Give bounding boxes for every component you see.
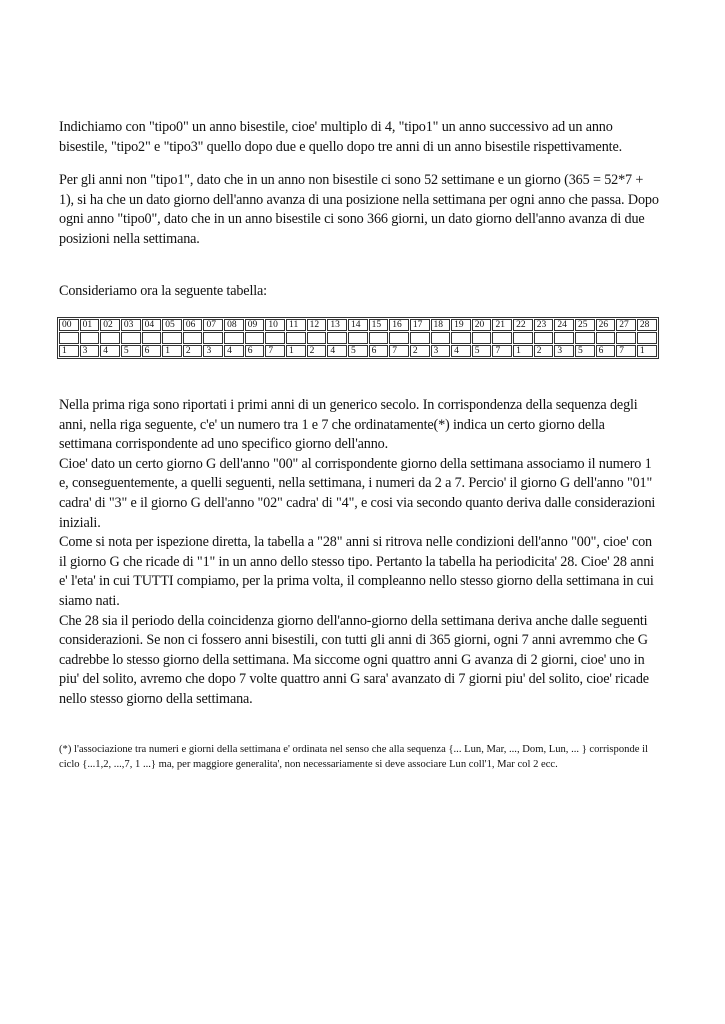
footnote: (*) l'associazione tra numeri e giorni della settimana e' ordinata nel senso che alla sequenza {... Lun, Mar, ..., Dom, Lun, ... } corrisponde il ciclo {...1,2, ...,7, 1 ...} ma, per maggiore generalita', non necessariamente si deve associare Lun coll'1, Mar col 2 ecc. xyxy=(59,744,648,770)
table-cell-blank xyxy=(100,332,120,344)
table-cell-blank xyxy=(596,332,616,344)
table-row-blank xyxy=(59,332,657,344)
table-cell-year: 12 xyxy=(307,319,327,331)
table-cell-year: 03 xyxy=(121,319,141,331)
table-cell-day: 3 xyxy=(80,345,100,357)
table-cell-day: 4 xyxy=(327,345,347,357)
table-row-years xyxy=(59,319,657,331)
table-cell-year: 25 xyxy=(575,319,595,331)
table-cell-day: 4 xyxy=(224,345,244,357)
table-cell-year: 11 xyxy=(286,319,306,331)
table-cell-day: 2 xyxy=(410,345,430,357)
table-cell-day: 5 xyxy=(575,345,595,357)
table-cell-blank xyxy=(183,332,203,344)
table-cell-blank xyxy=(451,332,471,344)
table-cell-blank xyxy=(162,332,182,344)
table-cell-year: 21 xyxy=(492,319,512,331)
table-cell-year: 00 xyxy=(59,319,79,331)
year-day-table xyxy=(57,317,659,359)
table-cell-blank xyxy=(513,332,533,344)
table-cell-blank xyxy=(265,332,285,344)
table-cell-year: 09 xyxy=(245,319,265,331)
table-cell-blank xyxy=(431,332,451,344)
table-cell-day: 7 xyxy=(492,345,512,357)
table-cell-year: 17 xyxy=(410,319,430,331)
table-cell-blank xyxy=(637,332,657,344)
table-cell-blank xyxy=(410,332,430,344)
table-cell-year: 14 xyxy=(348,319,368,331)
table-cell-year: 22 xyxy=(513,319,533,331)
table-cell-year: 27 xyxy=(616,319,636,331)
table-cell-year: 06 xyxy=(183,319,203,331)
table-cell-day: 7 xyxy=(265,345,285,357)
table-cell-blank xyxy=(575,332,595,344)
year-day-table-wrapper xyxy=(57,317,659,359)
table-cell-year: 05 xyxy=(162,319,182,331)
table-cell-year: 15 xyxy=(369,319,389,331)
table-cell-day: 6 xyxy=(245,345,265,357)
table-cell-day: 2 xyxy=(183,345,203,357)
table-cell-year: 20 xyxy=(472,319,492,331)
table-cell-year: 23 xyxy=(534,319,554,331)
table-cell-day: 1 xyxy=(513,345,533,357)
table-cell-blank xyxy=(59,332,79,344)
table-row-days xyxy=(59,345,657,357)
table-cell-blank xyxy=(121,332,141,344)
table-cell-day: 5 xyxy=(472,345,492,357)
table-cell-year: 08 xyxy=(224,319,244,331)
table-cell-year: 24 xyxy=(554,319,574,331)
table-cell-blank xyxy=(286,332,306,344)
table-cell-day: 6 xyxy=(596,345,616,357)
paragraph-body: Nella prima riga sono riportati i primi anni di un generico secolo. In corrispondenza della sequenza degli anni, nella riga seguente, c'e' un numero tra 1 e 7 che ordinatamente(*) indica un certo giorno della settimana corrispondente ad uno specifico giorno dell'anno. Cioe' dato un certo giorno G dell'anno "00" al corrispondente giorno della settimana associamo il numero 1 e, conseguentemente, a quelli seguenti, nella settimana, i numeri da 2 a 7. Percio' il giorno G dell'anno "01" cadra' di "3" e il giorno G dell'anno "02" cadra' di "4", e cosi via secondo quanto deriva dalle considerazioni iniziali. Come si nota per ispezione diretta, la tabella a "28" anni si ritrova nelle condizioni dell'anno "00", cioe' con il giorno G che ricade di "1" in un anno dello stesso tipo. Pertanto la tabella ha periodicita' 28. Cioe' 28 anni e' l'eta' in cui TUTTI compiamo, per la prima volta, il compleanno nello stesso giorno della settimana in cui siamo nati. Che 28 sia il periodo della coincidenza giorno dell'anno-giorno della settimana deriva anche dalle seguenti considerazioni. Se non ci fossero anni bisestili, con tutti gli anni di 365 giorni, ogni 7 anni avremmo che G cadrebbe lo stesso giorno della settimana. Ma siccome ogni quattro anni G avanza di 2 giorni, cioe' uno in piu' del solito, avremo che dopo 7 volte quattro anni G sara' avanzato di 7 giorni piu' del solito, cioe' ricade nello stesso giorno della settimana. xyxy=(59,397,656,707)
table-cell-year: 10 xyxy=(265,319,285,331)
table-cell-blank xyxy=(554,332,574,344)
table-cell-blank xyxy=(142,332,162,344)
table-cell-blank xyxy=(224,332,244,344)
table-cell-year: 19 xyxy=(451,319,471,331)
table-cell-blank xyxy=(348,332,368,344)
table-cell-day: 4 xyxy=(100,345,120,357)
table-cell-day: 3 xyxy=(431,345,451,357)
table-cell-day: 7 xyxy=(389,345,409,357)
paragraph-consider: Consideriamo ora la seguente tabella: xyxy=(59,283,267,299)
table-cell-blank xyxy=(472,332,492,344)
table-cell-blank xyxy=(245,332,265,344)
table-cell-day: 6 xyxy=(142,345,162,357)
table-cell-year: 13 xyxy=(327,319,347,331)
table-cell-day: 1 xyxy=(162,345,182,357)
table-cell-blank xyxy=(616,332,636,344)
table-cell-year: 02 xyxy=(100,319,120,331)
table-cell-blank xyxy=(203,332,223,344)
paragraph-intro: Indichiamo con "tipo0" un anno bisestile, cioe' multiplo di 4, "tipo1" un anno successivo ad un anno bisestile, "tipo2" e "tipo3" quello dopo due e quello dopo tre anni di un anno bisestile rispettivamente. xyxy=(59,119,622,155)
table-cell-blank xyxy=(80,332,100,344)
table-cell-year: 04 xyxy=(142,319,162,331)
table-cell-year: 07 xyxy=(203,319,223,331)
table-cell-day: 1 xyxy=(286,345,306,357)
table-cell-year: 18 xyxy=(431,319,451,331)
table-cell-day: 2 xyxy=(534,345,554,357)
table-cell-day: 4 xyxy=(451,345,471,357)
table-cell-year: 26 xyxy=(596,319,616,331)
table-cell-day: 5 xyxy=(348,345,368,357)
table-cell-blank xyxy=(389,332,409,344)
table-cell-day: 3 xyxy=(554,345,574,357)
table-cell-blank xyxy=(534,332,554,344)
table-cell-day: 1 xyxy=(637,345,657,357)
table-cell-day: 6 xyxy=(369,345,389,357)
table-cell-year: 01 xyxy=(80,319,100,331)
table-cell-blank xyxy=(369,332,389,344)
table-cell-day: 1 xyxy=(59,345,79,357)
table-cell-blank xyxy=(492,332,512,344)
table-cell-day: 2 xyxy=(307,345,327,357)
table-cell-day: 3 xyxy=(203,345,223,357)
table-cell-year: 28 xyxy=(637,319,657,331)
table-cell-day: 5 xyxy=(121,345,141,357)
table-cell-year: 16 xyxy=(389,319,409,331)
table-cell-blank xyxy=(327,332,347,344)
table-cell-blank xyxy=(307,332,327,344)
paragraph-tipo1: Per gli anni non "tipo1", dato che in un anno non bisestile ci sono 52 settimane e un giorno (365 = 52*7 + 1), si ha che un dato giorno dell'anno avanza di una posizione nella settimana per ogni anno che passa. Dopo ogni anno "tipo0", dato che in un anno bisestile ci sono 366 giorni, un dato giorno dell'anno avanza di due posizioni nella settimana. xyxy=(59,172,659,247)
table-cell-day: 7 xyxy=(616,345,636,357)
